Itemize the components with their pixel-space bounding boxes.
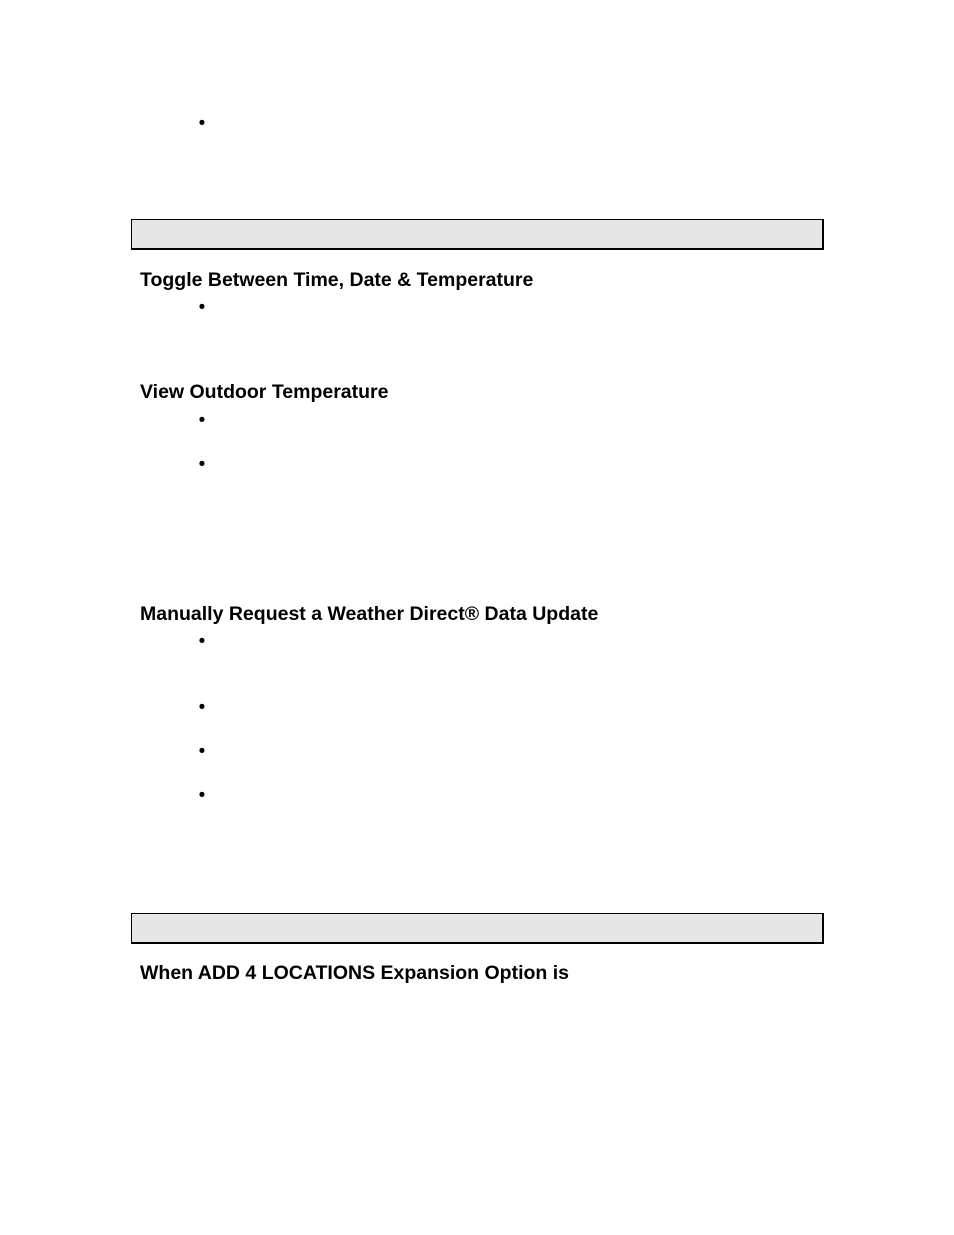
section-header-bar xyxy=(131,219,824,250)
bullet-point: • xyxy=(198,410,206,431)
section-header-bar xyxy=(131,913,824,944)
bullet-point: • xyxy=(198,631,206,652)
bullet-point: • xyxy=(198,297,206,318)
section-heading-expansion: When ADD 4 LOCATIONS Expansion Option is xyxy=(140,962,570,984)
bullet-point: • xyxy=(198,741,206,762)
section-heading-outdoor: View Outdoor Temperature xyxy=(140,381,389,403)
bullet-point: • xyxy=(198,785,206,806)
section-heading-manual-update: Manually Request a Weather Direct® Data Update xyxy=(140,603,599,625)
bullet-point: • xyxy=(198,697,206,718)
section-heading-toggle: Toggle Between Time, Date & Temperature xyxy=(140,269,534,291)
bullet-point: • xyxy=(198,113,206,134)
bullet-point: • xyxy=(198,454,206,475)
